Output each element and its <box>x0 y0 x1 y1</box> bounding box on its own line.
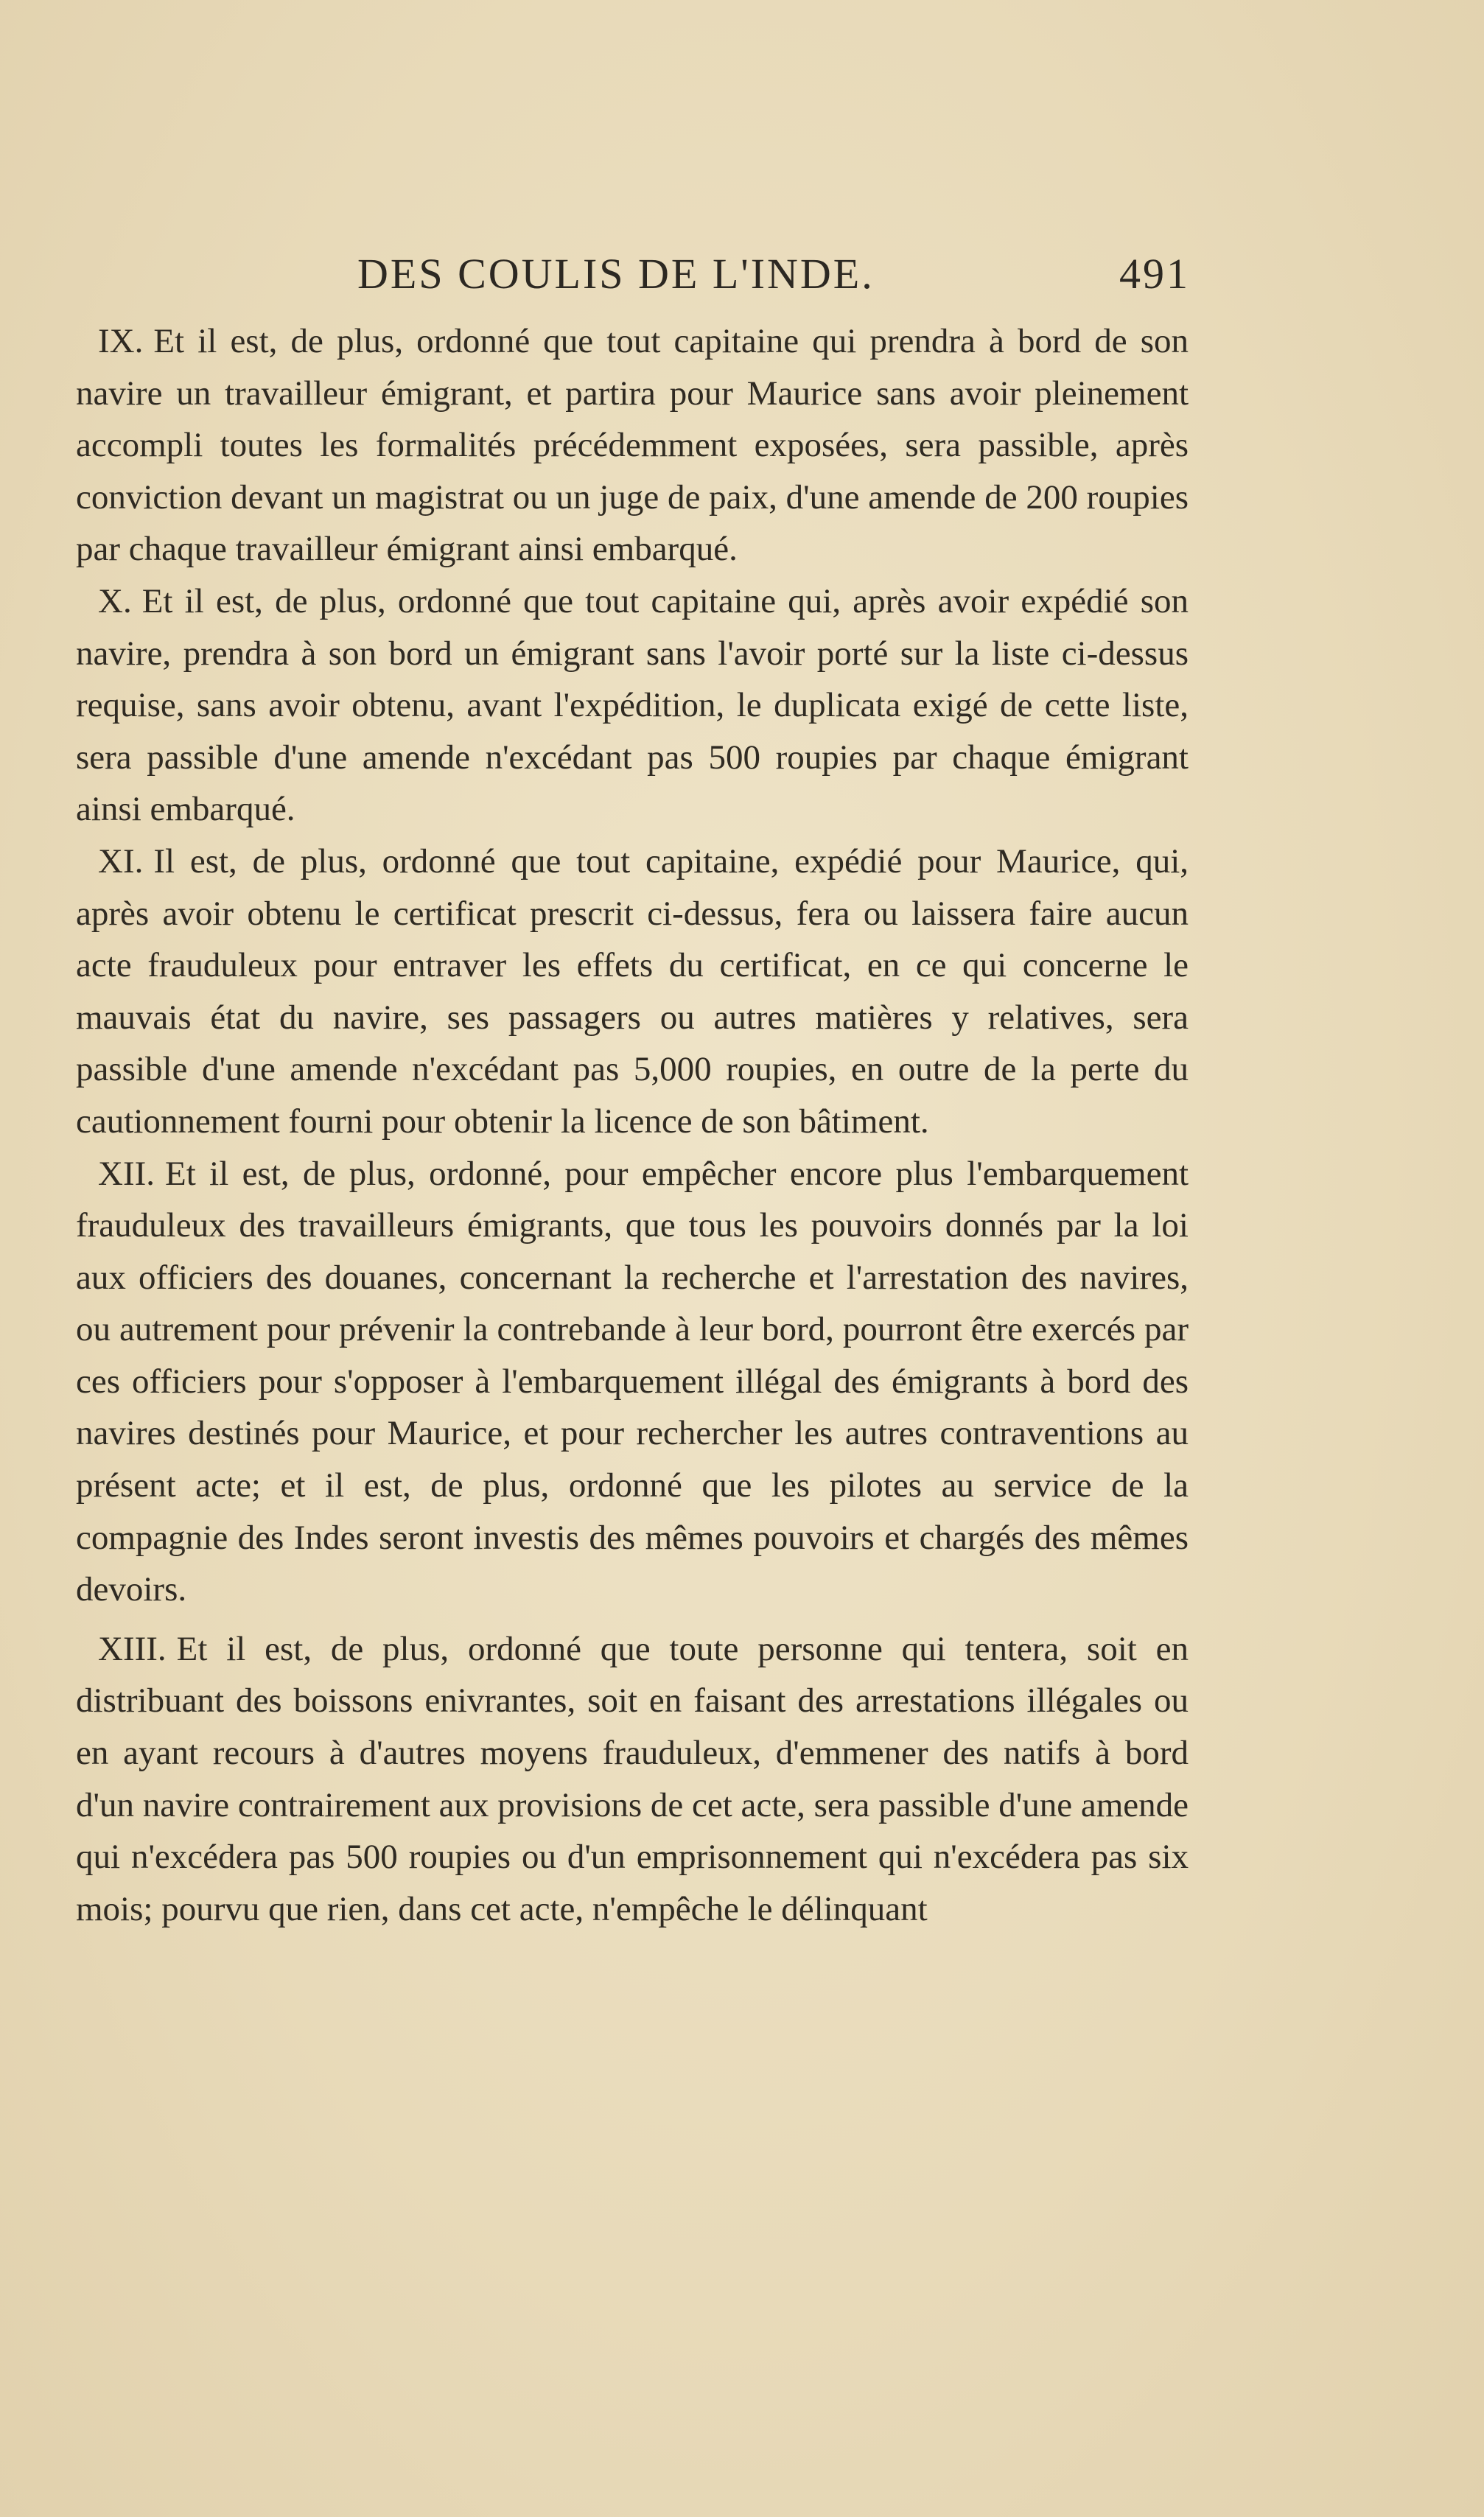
article-text: Et il est, de plus, ordonné que tout capitaine qui, après avoir expédié son navire, prendra à son bord un émigrant sans l'avoir porté sur la liste ci-dessus requise, sans avoir obtenu, avant l'expédition, le duplicata exigé de cette liste, sera passible d'une amende n'excédant pas 500 roupies par chaque émigrant ainsi embarqué. <box>76 581 1189 829</box>
article-ix <box>76 315 1189 575</box>
article-xiii <box>76 1623 1189 1936</box>
article-number: XII. <box>98 1154 155 1193</box>
article-number: IX. <box>98 322 144 360</box>
article-x <box>76 575 1189 836</box>
article-number: XI. <box>98 841 144 881</box>
article-xii <box>76 1148 1189 1616</box>
article-text: Et il est, de plus, ordonné, pour empêcher encore plus l'embarquement frauduleux des travailleurs émigrants, que tous les pouvoirs donnés par la loi aux officiers des douanes, concernant la recherche et l'arrestation des navires, ou autrement pour prévenir la contrebande à leur bord, pourront être exercés par ces officiers pour s'opposer à l'embarquement illégal des émigrants à bord des navires destinés pour Maurice, et pour rechercher les autres contraventions au présent acte; et il est, de plus, ordonné que les pilotes au service de la compagnie des Indes seront investis des mêmes pouvoirs et chargés des mêmes devoirs. <box>76 1154 1189 1609</box>
page-number: 491 <box>1119 250 1190 298</box>
article-xi <box>76 836 1189 1148</box>
article-number: X. <box>98 581 132 620</box>
running-title: DES COULIS DE L'INDE. <box>357 250 875 298</box>
body-text <box>76 315 1189 1935</box>
running-head <box>357 249 1190 308</box>
article-text: Et il est, de plus, ordonné que tout capitaine qui prendra à bord de son navire un travailleur émigrant, et partira pour Maurice sans avoir pleinement accompli toutes les formalités précédemment exposées, sera passible, après conviction devant un magistrat ou un juge de paix, d'une amende de 200 roupies par chaque travailleur émigrant ainsi embarqué. <box>76 322 1189 569</box>
article-number: XIII. <box>98 1629 167 1668</box>
article-text: Et il est, de plus, ordonné que toute personne qui tentera, soit en distribuant des boissons enivrantes, soit en faisant des arrestations illégales ou en ayant recours à d'autres moyens frauduleux, d'emmener des natifs à bord d'un navire contrairement aux provisions de cet acte, sera passible d'une amende qui n'excédera pas 500 roupies ou d'un emprisonnement qui n'excédera pas six mois; pourvu que rien, dans cet acte, n'empêche le délinquant <box>76 1629 1189 1928</box>
article-text: Il est, de plus, ordonné que tout capitaine, expédié pour Maurice, qui, après avoir obtenu le certificat prescrit ci-dessus, fera ou laissera faire aucun acte frauduleux pour entraver les effets du certificat, en ce qui concerne le mauvais état du navire, ses passagers ou autres matières y relatives, sera passible d'une amende n'excédant pas 5,000 roupies, en outre de la perte du cautionnement fourni pour obtenir la licence de son bâtiment. <box>76 841 1189 1141</box>
